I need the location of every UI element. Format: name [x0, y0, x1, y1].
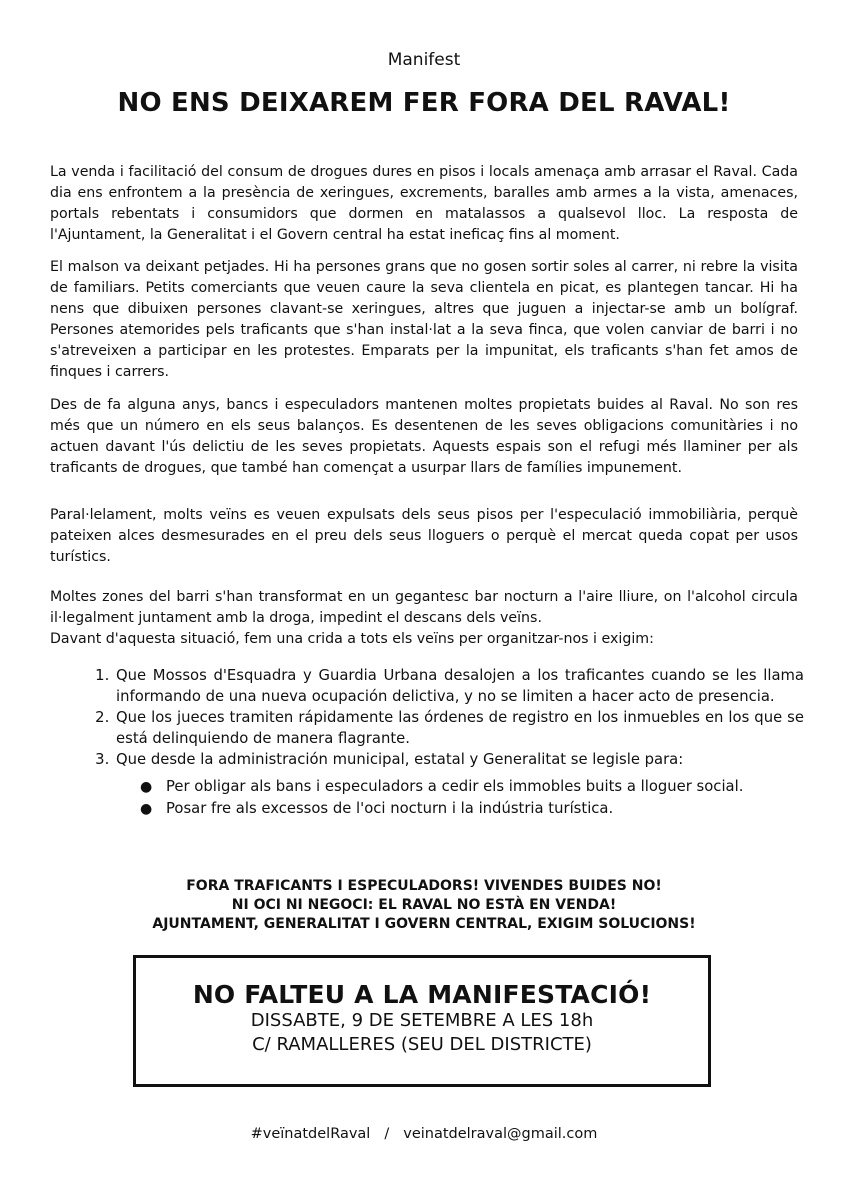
footer-hashtag: #veïnatdelRaval — [250, 1126, 371, 1142]
bullet-icon: ● — [140, 801, 153, 817]
subdemand-item — [140, 776, 804, 798]
paragraph-nightmare: El malson va deixant petjades. Hi ha persones grans que no gosen sortir soles al carrer, ni rebre la visita de familiars. Petits comerciants que veuen caure la seva clientela en picat, es plantegen tancar. Hi ha nens que dibuixen persones clavant-se xeringues, altres que juguen a injectar-se amb un bolígraf. Persones atemorides pels traficants que s'han instal·lat a la seva finca, que volen canviar de barri i no s'atreveixen a participar en les protestes. Emparats per la impunitat, els traficants s'han fet amos de finques i carrers. — [50, 259, 798, 380]
paragraph-drug-trade: La venda i facilitació del consum de drogues dures en pisos i locals amenaça amb arrasar el Raval. Cada dia ens enfrontem a la presència de xeringues, excrements, baralles amb armes a la vista, amenaces, portals rebentats i consumidors que dormen en matalassos a qualsevol lloc. La resposta de l'Ajuntament, la Generalitat i el Govern central ha estat ineficaç fins al moment. — [50, 164, 798, 243]
demonstration-callout-box — [133, 955, 711, 1087]
document-headline: NO ENS DEIXAREM FER FORA DEL RAVAL! — [117, 88, 731, 118]
subdemand-text: Per obligar als bans i especuladors a cedir els immobles buits a lloguer social. — [166, 778, 744, 795]
callout-title: NO FALTEU A LA MANIFESTACIÓ! — [192, 980, 652, 1009]
demands-list — [80, 665, 804, 820]
subdemand-item — [140, 798, 804, 820]
callout-date: DISSABTE, 9 DE SETEMBRE A LES 18h — [250, 1010, 594, 1031]
demand-text: Que Mossos d'Esquadra y Guardia Urbana desalojen a los traficantes cuando se les llama informando de una nueva ocupación delictiva, y no se limiten a hacer acto de presencia. — [116, 667, 804, 705]
slogan-line: AJUNTAMENT, GENERALITAT I GOVERN CENTRAL, EXIGIM SOLUCIONS! — [152, 916, 696, 932]
demand-item — [114, 749, 804, 820]
paragraph-speculation: Paral·lelament, molts veïns es veuen expulsats dels seus pisos per l'especulació immobiliària, perquè pateixen alces desmesurades en el preu dels seus lloguers o perquè el mercat queda copat per usos turístics. — [50, 507, 798, 565]
bullet-icon: ● — [140, 779, 153, 795]
demand-item — [114, 707, 804, 749]
demand-text: Que los jueces tramiten rápidamente las órdenes de registro en los inmuebles en los que se está delinquiendo de manera flagrante. — [116, 709, 804, 747]
document-kicker: Manifest — [387, 50, 461, 70]
demand-item — [114, 665, 804, 707]
paragraph-empty-properties: Des de fa alguna anys, bancs i especuladors mantenen moltes propietats buides al Raval. No son res més que un número en els seus balanços. Es desentenen de les seves obligacions comunitàries i no actuen davant l'ús delictiu de les seves propietats. Aquests espais son el refugi més llaminer per als traficants de drogues, que també han començat a usurpar llars de famílies impunement. — [50, 397, 798, 476]
callout-location: C/ RAMALLERES (SEU DEL DISTRICTE) — [252, 1034, 592, 1055]
subdemands-list — [116, 776, 804, 820]
footer-separator: / — [384, 1126, 390, 1142]
footer-contact — [0, 1126, 848, 1142]
slogan-line: FORA TRAFICANTS I ESPECULADORS! VIVENDES BUIDES NO! — [186, 878, 662, 894]
subdemand-text: Posar fre als excessos de l'oci nocturn i la indústria turística. — [166, 800, 614, 817]
footer-email: veinatdelraval@gmail.com — [403, 1126, 598, 1142]
paragraph-nightlife-group — [50, 587, 798, 650]
paragraph-call-to-action: Davant d'aquesta situació, fem una crida a tots els veïns per organitzar-nos i exigim: — [50, 631, 654, 647]
paragraph-nightlife: Moltes zones del barri s'han transformat en un gegantesc bar nocturn a l'aire lliure, on l'alcohol circula il·legalment juntament amb la droga, impedint el descans dels veïns. — [50, 589, 798, 626]
slogan-line: NI OCI NI NEGOCI: EL RAVAL NO ESTÀ EN VENDA! — [231, 897, 617, 913]
slogans-block — [0, 877, 848, 934]
demand-text: Que desde la administración municipal, estatal y Generalitat se legisle para: — [116, 751, 684, 768]
